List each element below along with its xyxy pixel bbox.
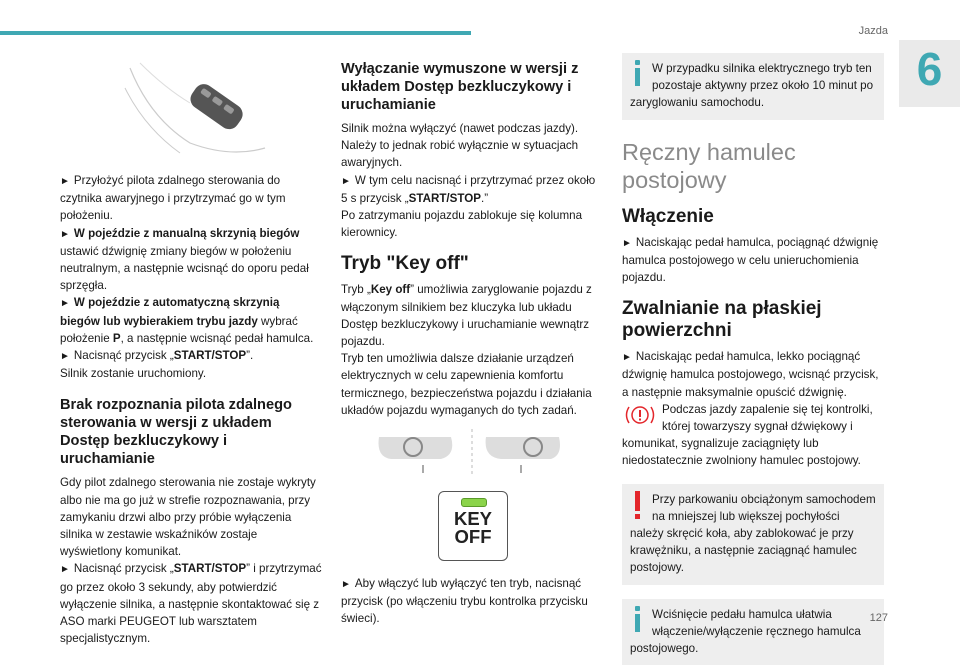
key-off-description: Tryb „Key off” umożliwia zaryglowanie pojazdu z włączonym silnikiem bez kluczyka lub układu Dostęp bezkluczykowy i uruchamianie wewnątrz pojazdu. (341, 283, 592, 349)
column-3 (622, 48, 884, 665)
paragraph-remote-not-detected: Gdy pilot zdalnego sterowania nie zostaje wykryty albo nie ma go już w strefie rozpoznawania, przy zamykaniu drzwi albo przy próbie wyłączenia silnika w zestawie wskaźników zostaje wyświetlony komunikat. (60, 476, 316, 559)
instruction-4: ► Nacisnąć przycisk „START/STOP”. (60, 349, 254, 363)
pointer-arrow-icon: ► (60, 564, 70, 576)
chapter-tab (899, 40, 960, 107)
heading-remote-not-detected: Brak rozpoznania pilota zdalnego sterowania w wersji z układem Dostęp bezkluczykowy i uruchamianie (60, 397, 292, 468)
key-off-label-line2: OFF (454, 526, 492, 548)
pointer-arrow-icon: ► (622, 237, 632, 249)
section-name: Jazda (858, 25, 888, 37)
warning-icon (630, 491, 646, 523)
instruction-key-off: ► Aby włączyć lub wyłączyć ten tryb, nacisnąć przycisk (po włączeniu trybu kontrolka przycisku świeci). (341, 577, 588, 626)
forced-shutdown-text-1: Silnik można wyłączyć (nawet podczas jazdy). (341, 122, 579, 135)
instruction-release: ► Naciskając pedał hamulca, lekko pociągnąć dźwignię hamulca postojowego, wcisnąć przycisk, a następnie maksymalnie opuścić dźwignię. (622, 350, 879, 399)
key-off-button-icon (438, 491, 508, 561)
warning-lamp-text: Podczas jazdy zapalenie się tej kontrolki, której towarzyszy sygnał dźwiękowy i komunikat, sygnalizuje zaciągnięty lub niedostatecznie zwolniony hamulec postojowy. (622, 402, 873, 468)
pointer-arrow-icon: ► (60, 228, 70, 240)
key-off-label-line1: KEY (453, 508, 493, 530)
steering-position-illustration (341, 427, 603, 477)
result-text: Silnik zostanie uruchomiony. (60, 367, 207, 381)
key-off-led (461, 498, 487, 507)
forced-shutdown-text-2: Należy to jednak robić wyłącznie w sytuacjach awaryjnych. (341, 139, 579, 170)
instruction-forced: ► W tym celu nacisnąć i przytrzymać przez około 5 s przycisk „START/STOP.” (341, 173, 596, 205)
instruction-1: ► Przyłożyć pilota zdalnego sterowania do czytnika awaryjnego i przytrzymać go w tym położeniu. (60, 174, 286, 223)
forced-shutdown-text-3: Po zatrzymaniu pojazdu zablokuje się kolumna kierownicy. (341, 209, 583, 240)
pointer-arrow-icon: ► (341, 579, 351, 591)
instruction-2: ► W pojeździe z manualną skrzynią biegów ustawić dźwignię zmiany biegów w położeniu neutralnym, a następnie wcisnąć do oporu pedał sprzęgła. (60, 226, 309, 293)
column-2 (341, 48, 603, 628)
warning-note-parking: Przy parkowaniu obciążonym samochodem na mniejszej lub większej pochyłości należy skręcić koła, aby zablokować je przy krawężniku, a następnie zaciągnąć hamulec postojowy. (622, 484, 884, 585)
heading-key-off: Tryb "Key off" (341, 253, 469, 275)
instruction-engage: ► Naciskając pedał hamulca, pociągnąć dźwignię hamulca postojowego w celu unieruchomienia pojazdu. (622, 235, 879, 285)
pointer-arrow-icon: ► (622, 352, 632, 364)
key-off-details: Tryb ten umożliwia dalsze działanie urządzeń elektrycznych w celu zapewnienia komfortu termicznego, bezpieczeństwa pojazdu i działania układów pojazdu wymaganych do tych zadań. (341, 352, 592, 417)
parking-brake-warning-icon (622, 403, 658, 427)
heading-forced-shutdown: Wyłączanie wymuszone w wersji z układem Dostęp bezkluczykowy i uruchamianie (341, 61, 579, 113)
info-note-brake-pedal: Wciśnięcie pedału hamulca ułatwia włączenie/wyłączenie ręcznego hamulca postojowego. (622, 599, 884, 665)
info-icon (630, 60, 646, 92)
pointer-arrow-icon: ► (60, 351, 70, 363)
info-icon (630, 606, 646, 638)
instruction-5: ► Nacisnąć przycisk „START/STOP” i przytrzymać go przez około 3 sekundy, aby potwierdzić wyłączenie silnika, a następnie skontaktować się z ASO marki PEUGEOT lub warsztatem specjalistycznym. (60, 562, 322, 646)
page-number: 127 (869, 612, 888, 624)
header-accent-bar (0, 31, 471, 35)
heading-engage: Włączenie (622, 205, 714, 227)
instruction-3: ► W pojeździe z automatyczną skrzynią biegów lub wybierakiem trybu jazdy wybrać położenie P, a następnie wcisnąć pedał hamulca. (60, 296, 314, 345)
key-fob-illustration (120, 58, 270, 158)
pointer-arrow-icon: ► (341, 175, 351, 187)
heading-parking-brake: Ręczny hamulec postojowy (622, 138, 796, 193)
chapter-number: 6 (916, 43, 943, 95)
column-1 (60, 48, 322, 647)
pointer-arrow-icon: ► (60, 176, 70, 187)
pointer-arrow-icon: ► (60, 298, 70, 310)
info-note-electric: W przypadku silnika elektrycznego tryb ten pozostaje aktywny przez około 10 minut po zaryglowaniu samochodu. (622, 53, 884, 120)
heading-release-flat: Zwalnianie na płaskiej powierzchni (622, 298, 822, 342)
